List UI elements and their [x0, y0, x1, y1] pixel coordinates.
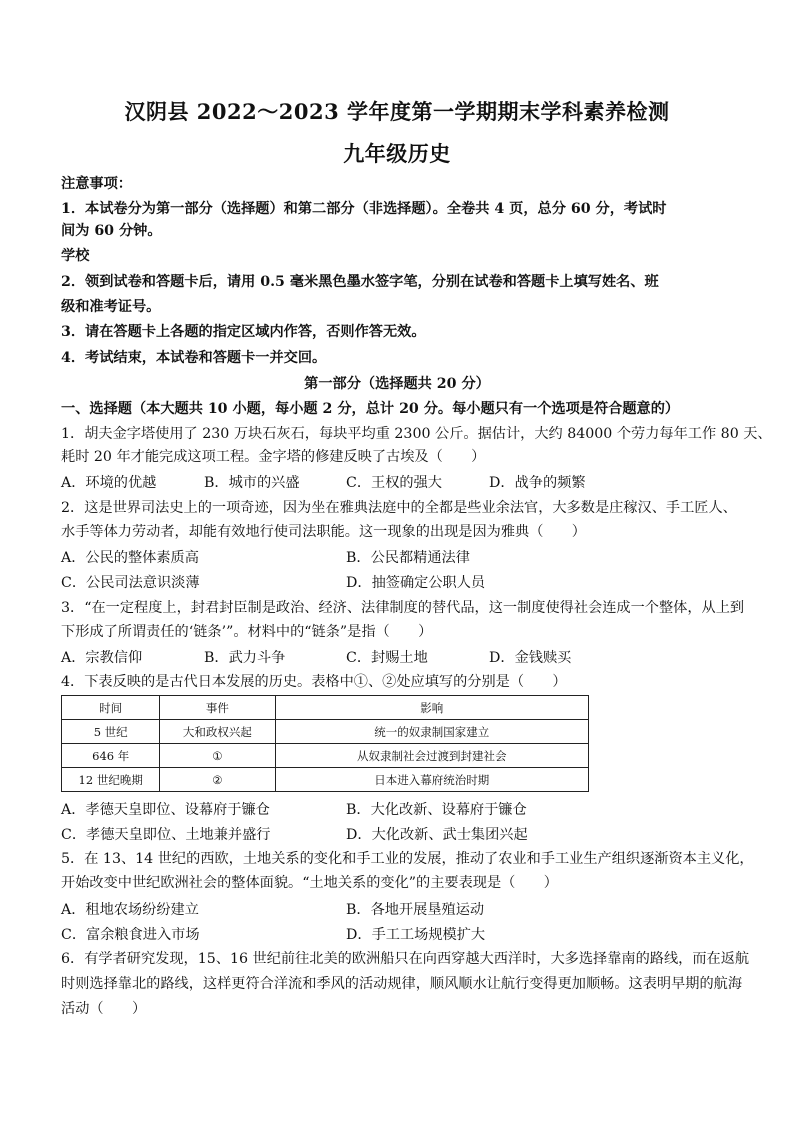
table-cell: 大和政权兴起	[160, 720, 275, 744]
q4-option-a: A．孝德天皇即位、设幕府于镰仓	[61, 802, 270, 818]
q1-line1: 1．胡夫金字塔使用了 230 万块石灰石，每块平均重 2300 公斤。据估计，大约 84000 个劳力每年工作 80 天、	[61, 426, 772, 442]
q3-option-c: C．封赐土地	[346, 650, 428, 666]
exam-title: 汉阴县 2022～2023 学年度第一学期期末学科素养检测	[124, 99, 670, 124]
q2-line2: 水手等体力劳动者，却能有效地行使司法职能。这一现象的出现是因为雅典（ ）	[61, 524, 586, 540]
table-cell: 统一的奴隶制国家建立	[275, 720, 589, 744]
table-cell: 从奴隶制社会过渡到封建社会	[275, 744, 589, 768]
q1-option-b: B．城市的兴盛	[204, 475, 300, 491]
table-cell: 12 世纪晚期	[62, 768, 160, 792]
table-header-cell: 事件	[160, 696, 275, 720]
notice-item-2-cont: 级和准考证号。	[61, 299, 161, 315]
q5-option-b: B．各地开展垦殖运动	[346, 902, 485, 918]
q1-line2: 耗时 20 年才能完成这项工程。金字塔的修建反映了古埃及（ ）	[61, 449, 486, 465]
q1-option-c: C．王权的强大	[346, 475, 442, 491]
table-cell: 日本进入幕府统治时期	[275, 768, 589, 792]
part1-heading: 第一部分（选择题共 20 分）	[304, 376, 490, 392]
q4-line1: 4．下表反映的是古代日本发展的历史。表格中①、②处应填写的分别是（ ）	[61, 674, 567, 690]
table-header-row	[62, 696, 589, 720]
q2-option-b: B．公民都精通法律	[346, 550, 470, 566]
notice-school: 学校	[61, 248, 90, 264]
q5-line1: 5．在 13、14 世纪的西欧，土地关系的变化和手工业的发展，推动了农业和手工业生产组织逐渐资本主义化，	[61, 851, 754, 867]
notice-heading: 注意事项：	[61, 176, 132, 192]
notice-item-4: 4．考试结束，本试卷和答题卡一并交回。	[61, 350, 327, 366]
q3-line2: 下形成了所谓责任的‘链条’”。材料中的“链条”是指（ ）	[61, 624, 433, 640]
table-row	[62, 720, 589, 744]
q4-option-b: B．大化改新、设幕府于镰仓	[346, 802, 527, 818]
q6-line3: 活动（ ）	[61, 1001, 147, 1017]
q3-option-d: D．金钱赎买	[489, 650, 572, 666]
section-heading: 一、选择题（本大题共 10 小题，每小题 2 分，总计 20 分。每小题只有一个选项是符合题意的）	[61, 401, 680, 417]
notice-item-1-cont: 间为 60 分钟。	[61, 223, 162, 239]
table-row	[62, 744, 589, 768]
q3-option-b: B．武力斗争	[204, 650, 286, 666]
q5-option-c: C．富余粮食进入市场	[61, 927, 200, 943]
q2-option-d: D．抽签确定公职人员	[346, 575, 486, 591]
notice-item-1: 1．本试卷分为第一部分（选择题）和第二部分（非选择题）。全卷共 4 页，总分 60 分，考试时	[61, 201, 667, 217]
q5-option-a: A．租地农场纷纷建立	[61, 902, 199, 918]
q2-line1: 2．这是世界司法史上的一项奇迹，因为坐在雅典法庭中的全都是些业余法官，大多数是庄稼汉、手工匠人、	[61, 500, 737, 516]
table-cell: ②	[160, 768, 275, 792]
exam-subject: 九年级历史	[343, 141, 451, 166]
q5-line2: 开始改变中世纪欧洲社会的整体面貌。“土地关系的变化”的主要表现是（ ）	[61, 875, 558, 891]
notice-item-2: 2．领到试卷和答题卡后，请用 0.5 毫米黑色墨水签字笔，分别在试卷和答题卡上填写姓名、班	[61, 274, 659, 290]
q4-option-c: C．孝德天皇即位、土地兼并盛行	[61, 827, 271, 843]
q4-option-d: D．大化改新、武士集团兴起	[346, 827, 528, 843]
notice-item-3: 3．请在答题卡上各题的指定区域内作答，否则作答无效。	[61, 324, 426, 340]
q2-option-c: C．公民司法意识淡薄	[61, 575, 200, 591]
q3-option-a: A．宗教信仰	[61, 650, 143, 666]
history-table	[61, 695, 589, 792]
q1-option-a: A．环境的优越	[61, 475, 157, 491]
table-cell: 5 世纪	[62, 720, 160, 744]
table-cell: 646 年	[62, 744, 160, 768]
q3-line1: 3．“在一定程度上，封君封臣制是政治、经济、法律制度的替代品，这一制度使得社会连成一个整体，从上到	[61, 600, 745, 616]
q2-option-a: A．公民的整体素质高	[61, 550, 199, 566]
table-header-cell: 时间	[62, 696, 160, 720]
q6-line2: 时则选择靠北的路线，这样更符合洋流和季风的活动规律，顺风顺水让航行变得更加顺畅。这表明早期的航海	[61, 976, 743, 992]
q1-option-d: D．战争的频繁	[489, 475, 586, 491]
table-row	[62, 768, 589, 792]
q6-line1: 6．有学者研究发现，15、16 世纪前往北美的欧洲船只在向西穿越大西洋时，大多选择靠南的路线，而在返航	[61, 951, 750, 967]
q5-option-d: D．手工工场规模扩大	[346, 927, 486, 943]
table-cell: ①	[160, 744, 275, 768]
table-header-cell: 影响	[275, 696, 589, 720]
